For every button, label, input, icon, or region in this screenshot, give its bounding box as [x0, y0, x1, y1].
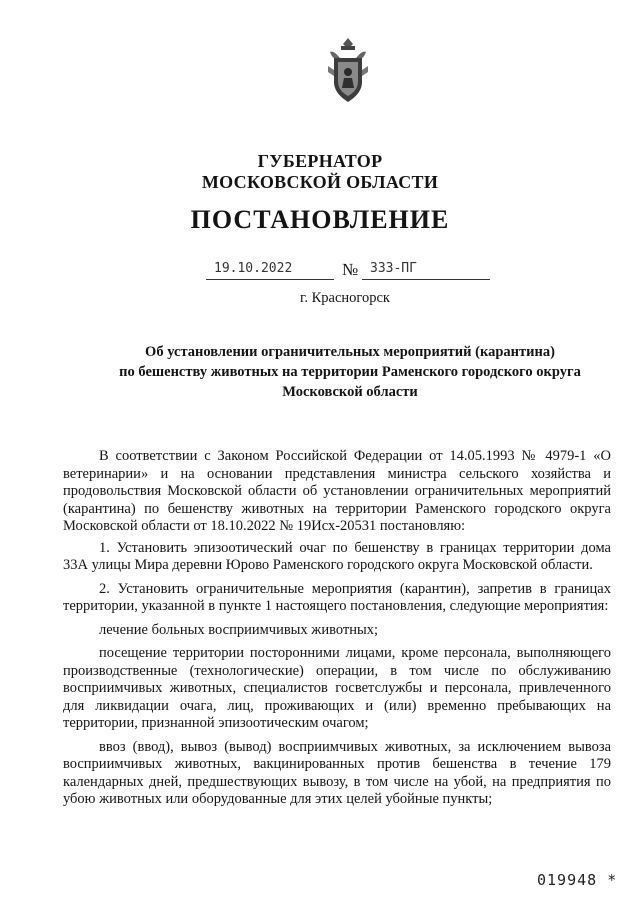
serial-number-stamp: 019948 *	[537, 871, 618, 889]
document-date: 19.10.2022	[214, 261, 293, 276]
measure-visiting: посещение территории посторонними лицами, кроме персонала, выполняющего производственные (технологические) операции, в том числе по обслуживанию восприимчивых животных, специалистов госветслужбы и персонала, привлеченного для ликвидации очага, лиц, проживающих и (или) временно пребывающих на территории, признанной эпизоотическим очагом;	[63, 645, 611, 731]
coat-of-arms-emblem	[324, 36, 372, 104]
document-body	[63, 448, 611, 815]
registration-line	[0, 260, 640, 282]
intro-paragraph: В соответствии с Законом Российской Федерации от 14.05.1993 № 4979-1 «О ветеринарии» и на основании представления министра сельского хозяйства и продовольствия Московской области об установлении ограничительных мероприятий (карантина) по бешенству животных на территории Раменского городского округа Московской области от 18.10.2022 № 19Исх-20531 постановляю:	[63, 448, 611, 534]
item-2-paragraph: 2. Установить ограничительные мероприятия (карантин), запретив в границах территории, указанной в пункте 1 настоящего постановления, следующие мероприятия:	[63, 580, 611, 614]
title-line1: Об установлении ограничительных мероприятий (карантина)	[145, 344, 555, 360]
org-title-line1: ГУБЕРНАТОР	[257, 151, 383, 171]
date-underline	[206, 279, 334, 280]
title-line2: по бешенству животных на территории Раменского городского округа	[119, 364, 581, 380]
document-type: ПОСТАНОВЛЕНИЕ	[190, 205, 450, 234]
city-name: г. Красногорск	[300, 290, 390, 306]
org-title-line2: МОСКОВСКОЙ ОБЛАСТИ	[201, 172, 439, 192]
title-line3: Московской области	[282, 384, 418, 400]
number-underline	[362, 279, 490, 280]
measure-transport: ввоз (ввод), вывоз (вывод) восприимчивых животных, за исключением вывоза восприимчивых животных, вакцинированных против бешенства в течение 179 календарных дней, предшествующих вывозу, в том числе на убой, на предприятия по убою животных или оборудованные для этих целей убойные пункты;	[63, 738, 611, 807]
measure-treatment: лечение больных восприимчивых животных;	[99, 621, 378, 638]
document-title	[60, 342, 640, 402]
document-number: 333-ПГ	[370, 261, 417, 276]
item-1-paragraph: 1. Установить эпизоотический очаг по бешенству в границах территории дома 33А улицы Мира деревни Юрово Раменского городского округа Московской области.	[63, 539, 611, 573]
number-sign: №	[342, 260, 359, 279]
